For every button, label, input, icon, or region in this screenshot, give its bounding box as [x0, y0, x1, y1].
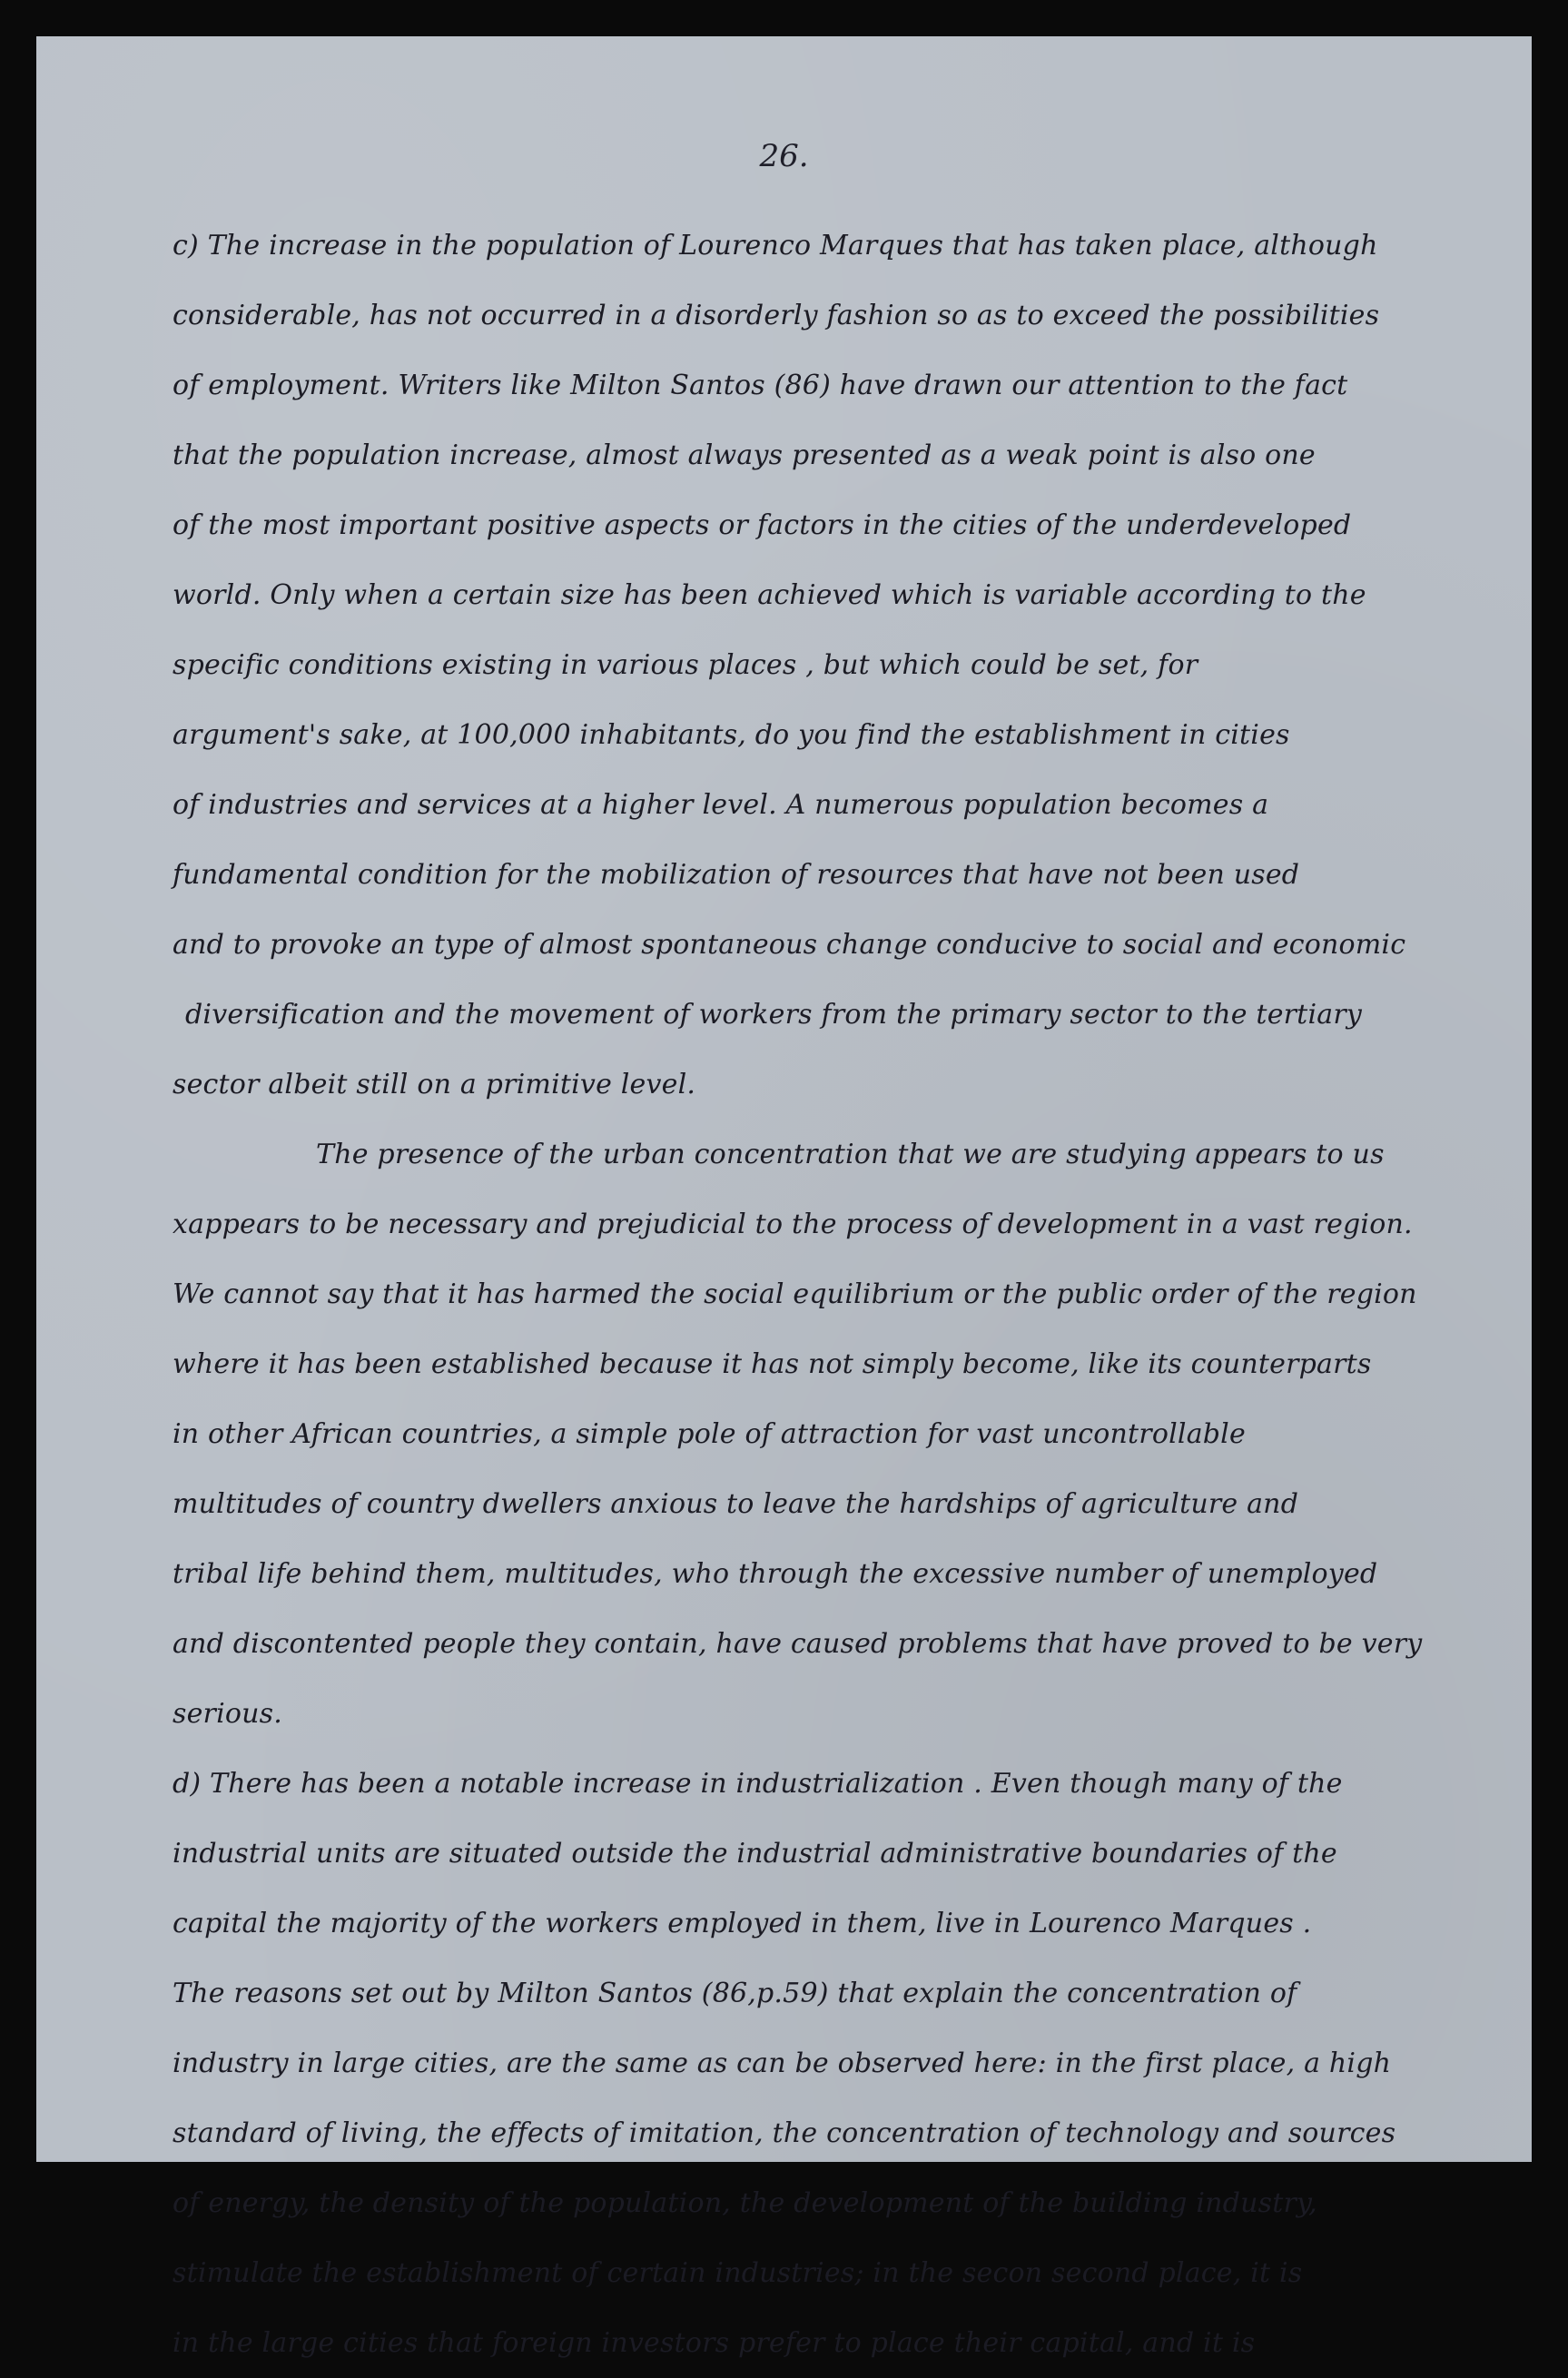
text-line: multitudes of country dwellers anxious to leave the hardships of agriculture and: [173, 1488, 1299, 1520]
text-line: fundamental condition for the mobilization of resources that have not been used: [173, 859, 1300, 891]
text-line: d) There has been a notable increase in industrialization . Even though many of the: [173, 1768, 1343, 1800]
text-line: industry in large cities, are the same as can be observed here: in the first place, a high: [173, 2047, 1392, 2079]
text-line: argument's sake, at 100,000 inhabitants, do you find the establishment in cities: [173, 719, 1290, 751]
text-line: that the population increase, almost always presented as a weak point is also one: [173, 439, 1316, 471]
text-line: specific conditions existing in various places , but which could be set, for: [173, 649, 1198, 681]
text-line: capital the majority of the workers employed in them, live in Lourenco Marques .: [173, 1908, 1312, 1939]
text-line: industrial units are situated outside the industrial administrative boundaries of the: [173, 1838, 1337, 1870]
document-body: [173, 211, 1462, 2378]
text-line: and to provoke an type of almost spontaneous change conducive to social and economic: [173, 929, 1406, 961]
typewritten-page: [36, 36, 1532, 2359]
text-line: tribal life behind them, multitudes, who through the excessive number of unemployed: [173, 1558, 1378, 1590]
text-line: The presence of the urban concentration that we are studying appears to us: [316, 1139, 1385, 1170]
text-line: of industries and services at a higher level. A numerous population becomes a: [173, 789, 1269, 821]
text-line: serious.: [173, 1698, 282, 1730]
text-line: of energy, the density of the population, the development of the building industry,: [173, 2187, 1317, 2219]
text-line: and discontented people they contain, have caused problems that have proved to be very: [173, 1628, 1423, 1660]
text-line: The reasons set out by Milton Santos (86,p.59) that explain the concentration of: [173, 1978, 1297, 2009]
text-line: diversification and the movement of workers from the primary sector to the tertiary: [185, 999, 1363, 1031]
text-line: standard of living, the effects of imitation, the concentration of technology and sources: [173, 2117, 1396, 2149]
text-line: xappears to be necessary and prejudicial to the process of development in a vast region.: [173, 1209, 1413, 1240]
text-line: world. Only when a certain size has been achieved which is variable according to the: [173, 579, 1366, 611]
text-line: of employment. Writers like Milton Santos (86) have drawn our attention to the fact: [173, 370, 1348, 401]
text-line: stimulate the establishment of certain industries; in the secon second place, it is: [173, 2257, 1303, 2289]
text-line: in the large cities that foreign investors prefer to place their capital, and it is: [173, 2327, 1256, 2359]
page-number: 26.: [759, 138, 809, 174]
text-line: considerable, has not occurred in a disorderly fashion so as to exceed the possibilities: [173, 300, 1380, 331]
text-line: sector albeit still on a primitive level.: [173, 1069, 696, 1100]
text-line: c) The increase in the population of Lourenco Marques that has taken place, although: [173, 230, 1378, 261]
text-line: of the most important positive aspects or factors in the cities of the underdeveloped: [173, 509, 1352, 541]
text-line: where it has been established because it has not simply become, like its counterparts: [173, 1348, 1372, 1380]
text-line: in other African countries, a simple pole of attraction for vast uncontrollable: [173, 1418, 1246, 1450]
text-line: We cannot say that it has harmed the social equilibrium or the public order of the region: [173, 1278, 1417, 1310]
